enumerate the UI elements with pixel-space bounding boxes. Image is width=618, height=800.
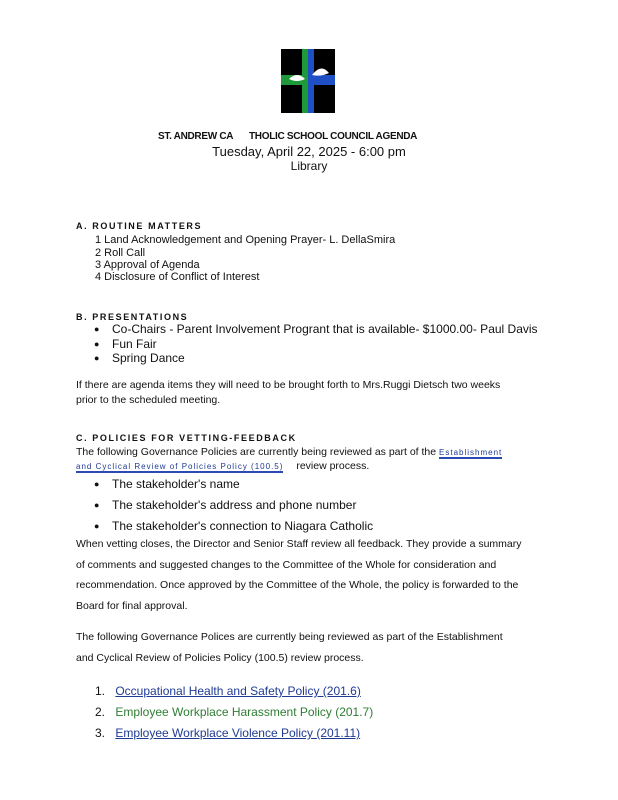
presentation-item: ● Co-Chairs - Parent Involvement Progrant that is available- $1000.00- Paul Davis	[94, 322, 538, 337]
presentation-item: ● Fun Fair	[94, 337, 538, 352]
vetting-line: of comments and suggested changes to the Committee of the Whole for consideration and	[76, 558, 497, 571]
policy-number: 2.	[95, 705, 106, 719]
policy-number: 3.	[95, 726, 106, 740]
followup-paragraph	[76, 627, 556, 668]
agenda-note-line-2: prior to the scheduled meeting.	[76, 394, 221, 406]
section-c-heading: C. POLICIES FOR VETTING-FEEDBACK	[76, 433, 297, 443]
establishment-policy-link-cont[interactable]: and Cyclical Review of Policies Policy (100.5)	[76, 462, 284, 471]
agenda-note-line-1: If there are agenda items they will need to be brought forth to Mrs.Ruggi Dietsch two weeks	[76, 379, 501, 391]
title-part-2: THOLIC SCHOOL COUNCIL AGENDA	[249, 131, 418, 142]
routine-item-2: 2 Roll Call	[95, 247, 146, 259]
vetting-line: Board for final approval.	[76, 599, 188, 612]
followup-line: and Cyclical Review of Policies Policy (100.5) review process.	[76, 651, 364, 664]
meeting-location: Library	[290, 159, 328, 173]
workplace-violence-policy-link[interactable]: Employee Workplace Violence Policy (201.11)	[115, 726, 361, 740]
policies-intro-suffix: review process.	[296, 460, 370, 472]
policy-item-2	[95, 705, 373, 726]
presentation-list	[94, 322, 538, 366]
vetting-line: recommendation. Once approved by the Committee of the Whole, the policy is forwarded to the	[76, 579, 519, 591]
policies-intro-prefix: The following Governance Policies are currently being reviewed as part of the	[76, 446, 437, 458]
policy-review-list	[95, 684, 373, 747]
followup-line: The following Governance Polices are currently being reviewed as part of the Establishment	[76, 631, 503, 643]
establishment-policy-link[interactable]: Establishment	[439, 448, 503, 457]
routine-item-1: 1 Land Acknowledgement and Opening Prayer- L. DellaSmira	[95, 234, 396, 246]
stakeholder-item: ● The stakeholder's address and phone number	[94, 495, 373, 516]
school-crest-logo-icon	[281, 49, 335, 113]
section-b-heading: B. PRESENTATIONS	[76, 312, 189, 322]
routine-item-3: 3 Approval of Agenda	[95, 259, 200, 271]
routine-item-4: 4 Disclosure of Conflict of Interest	[95, 271, 260, 283]
policy-item-1	[95, 684, 373, 705]
policies-intro-line-2	[76, 459, 369, 474]
workplace-harassment-policy-link[interactable]: Employee Workplace Harassment Policy (201.7)	[115, 705, 374, 719]
policy-item-3	[95, 726, 373, 747]
stakeholder-item: ● The stakeholder's name	[94, 474, 373, 495]
stakeholder-item: ● The stakeholder's connection to Niagara Catholic	[94, 516, 373, 537]
policy-number: 1.	[95, 684, 106, 698]
policies-intro	[76, 445, 546, 460]
vetting-line: When vetting closes, the Director and Senior Staff review all feedback. They provide a summary	[76, 538, 522, 550]
occupational-health-policy-link[interactable]: Occupational Health and Safety Policy (201.6)	[115, 684, 361, 698]
stakeholder-list	[94, 474, 373, 537]
presentation-item: ● Spring Dance	[94, 351, 538, 366]
title-part-1: ST. ANDREW CA	[158, 131, 234, 142]
section-a-heading: A. ROUTINE MATTERS	[76, 221, 203, 231]
meeting-date: Tuesday, April 22, 2025 - 6:00 pm	[212, 144, 406, 159]
vetting-paragraph	[76, 534, 556, 616]
